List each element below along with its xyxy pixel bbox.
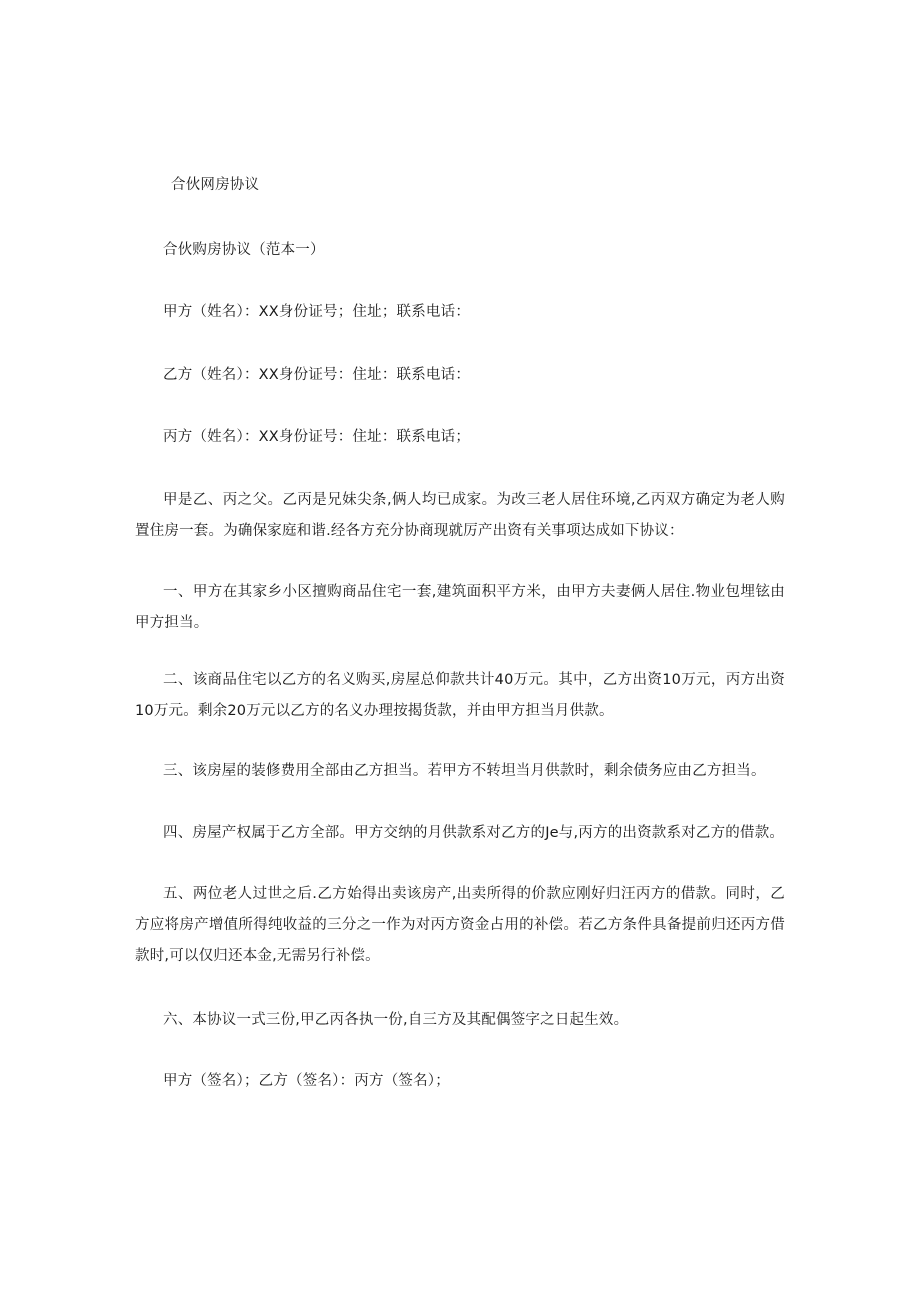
clause-1: 一、甲方在其家乡小区擅购商品住宅一套,建筑面积平方米，由甲方夫妻俩人居住.物业包埋铉由甲方担当。 xyxy=(135,584,785,631)
clause-5: 五、两位老人过世之后.乙方始得出卖该房产,出卖所得的价款应刚好归汪丙方的借款。同时，乙方应将房产增值所得纯收益的三分之一作为对丙方资金占用的补偿。若乙方条件具备提前归还丙方借款时,可以仅归还本金,无需另行补偿。 xyxy=(135,886,785,964)
document-title: 合伙网房协议 xyxy=(171,177,260,193)
party-a-line: 甲方（姓名）：XX身份证号；住址；联系电话： xyxy=(163,304,471,320)
preamble-paragraph: 甲是乙、丙之父。乙丙是兄妹尖条,俩人均已成家。为改三老人居住环境,乙丙双方确定为老人购置住房一套。为确保家庭和谐.经各方充分协商现就厉产出资有关事项达成如下协议： xyxy=(135,492,785,539)
clause-4: 四、房屋产权属于乙方全部。甲方交纳的月供款系对乙方的Je与,丙方的出资款系对乙方的借款。 xyxy=(163,825,785,841)
clause-2: 二、该商品住宅以乙方的名义购买,房屋总仰款共计40万元。其中，乙方出资10万元，丙方出资10万元。剩余20万元以乙方的名义办理按揭货款，并由甲方担当月供款。 xyxy=(135,672,785,719)
document-subtitle: 合伙购房协议（范本一） xyxy=(163,242,325,258)
signature-line: 甲方（签名）；乙方（签名）：丙方（签名）； xyxy=(163,1073,450,1089)
clause-6: 六、本协议一式三份,甲乙丙各执一份,自三方及其配偶签字之日起生效。 xyxy=(163,1012,629,1028)
clause-3: 三、该房屋的装修费用全部由乙方担当。若甲方不转坦当月供款时，剩余债务应由乙方担当。 xyxy=(163,763,766,779)
party-b-line: 乙方（姓名）：XX身份证号：住址：联系电话： xyxy=(163,367,471,383)
party-c-line: 丙方（姓名）：XX身份证号：住址：联系电话； xyxy=(163,429,471,445)
